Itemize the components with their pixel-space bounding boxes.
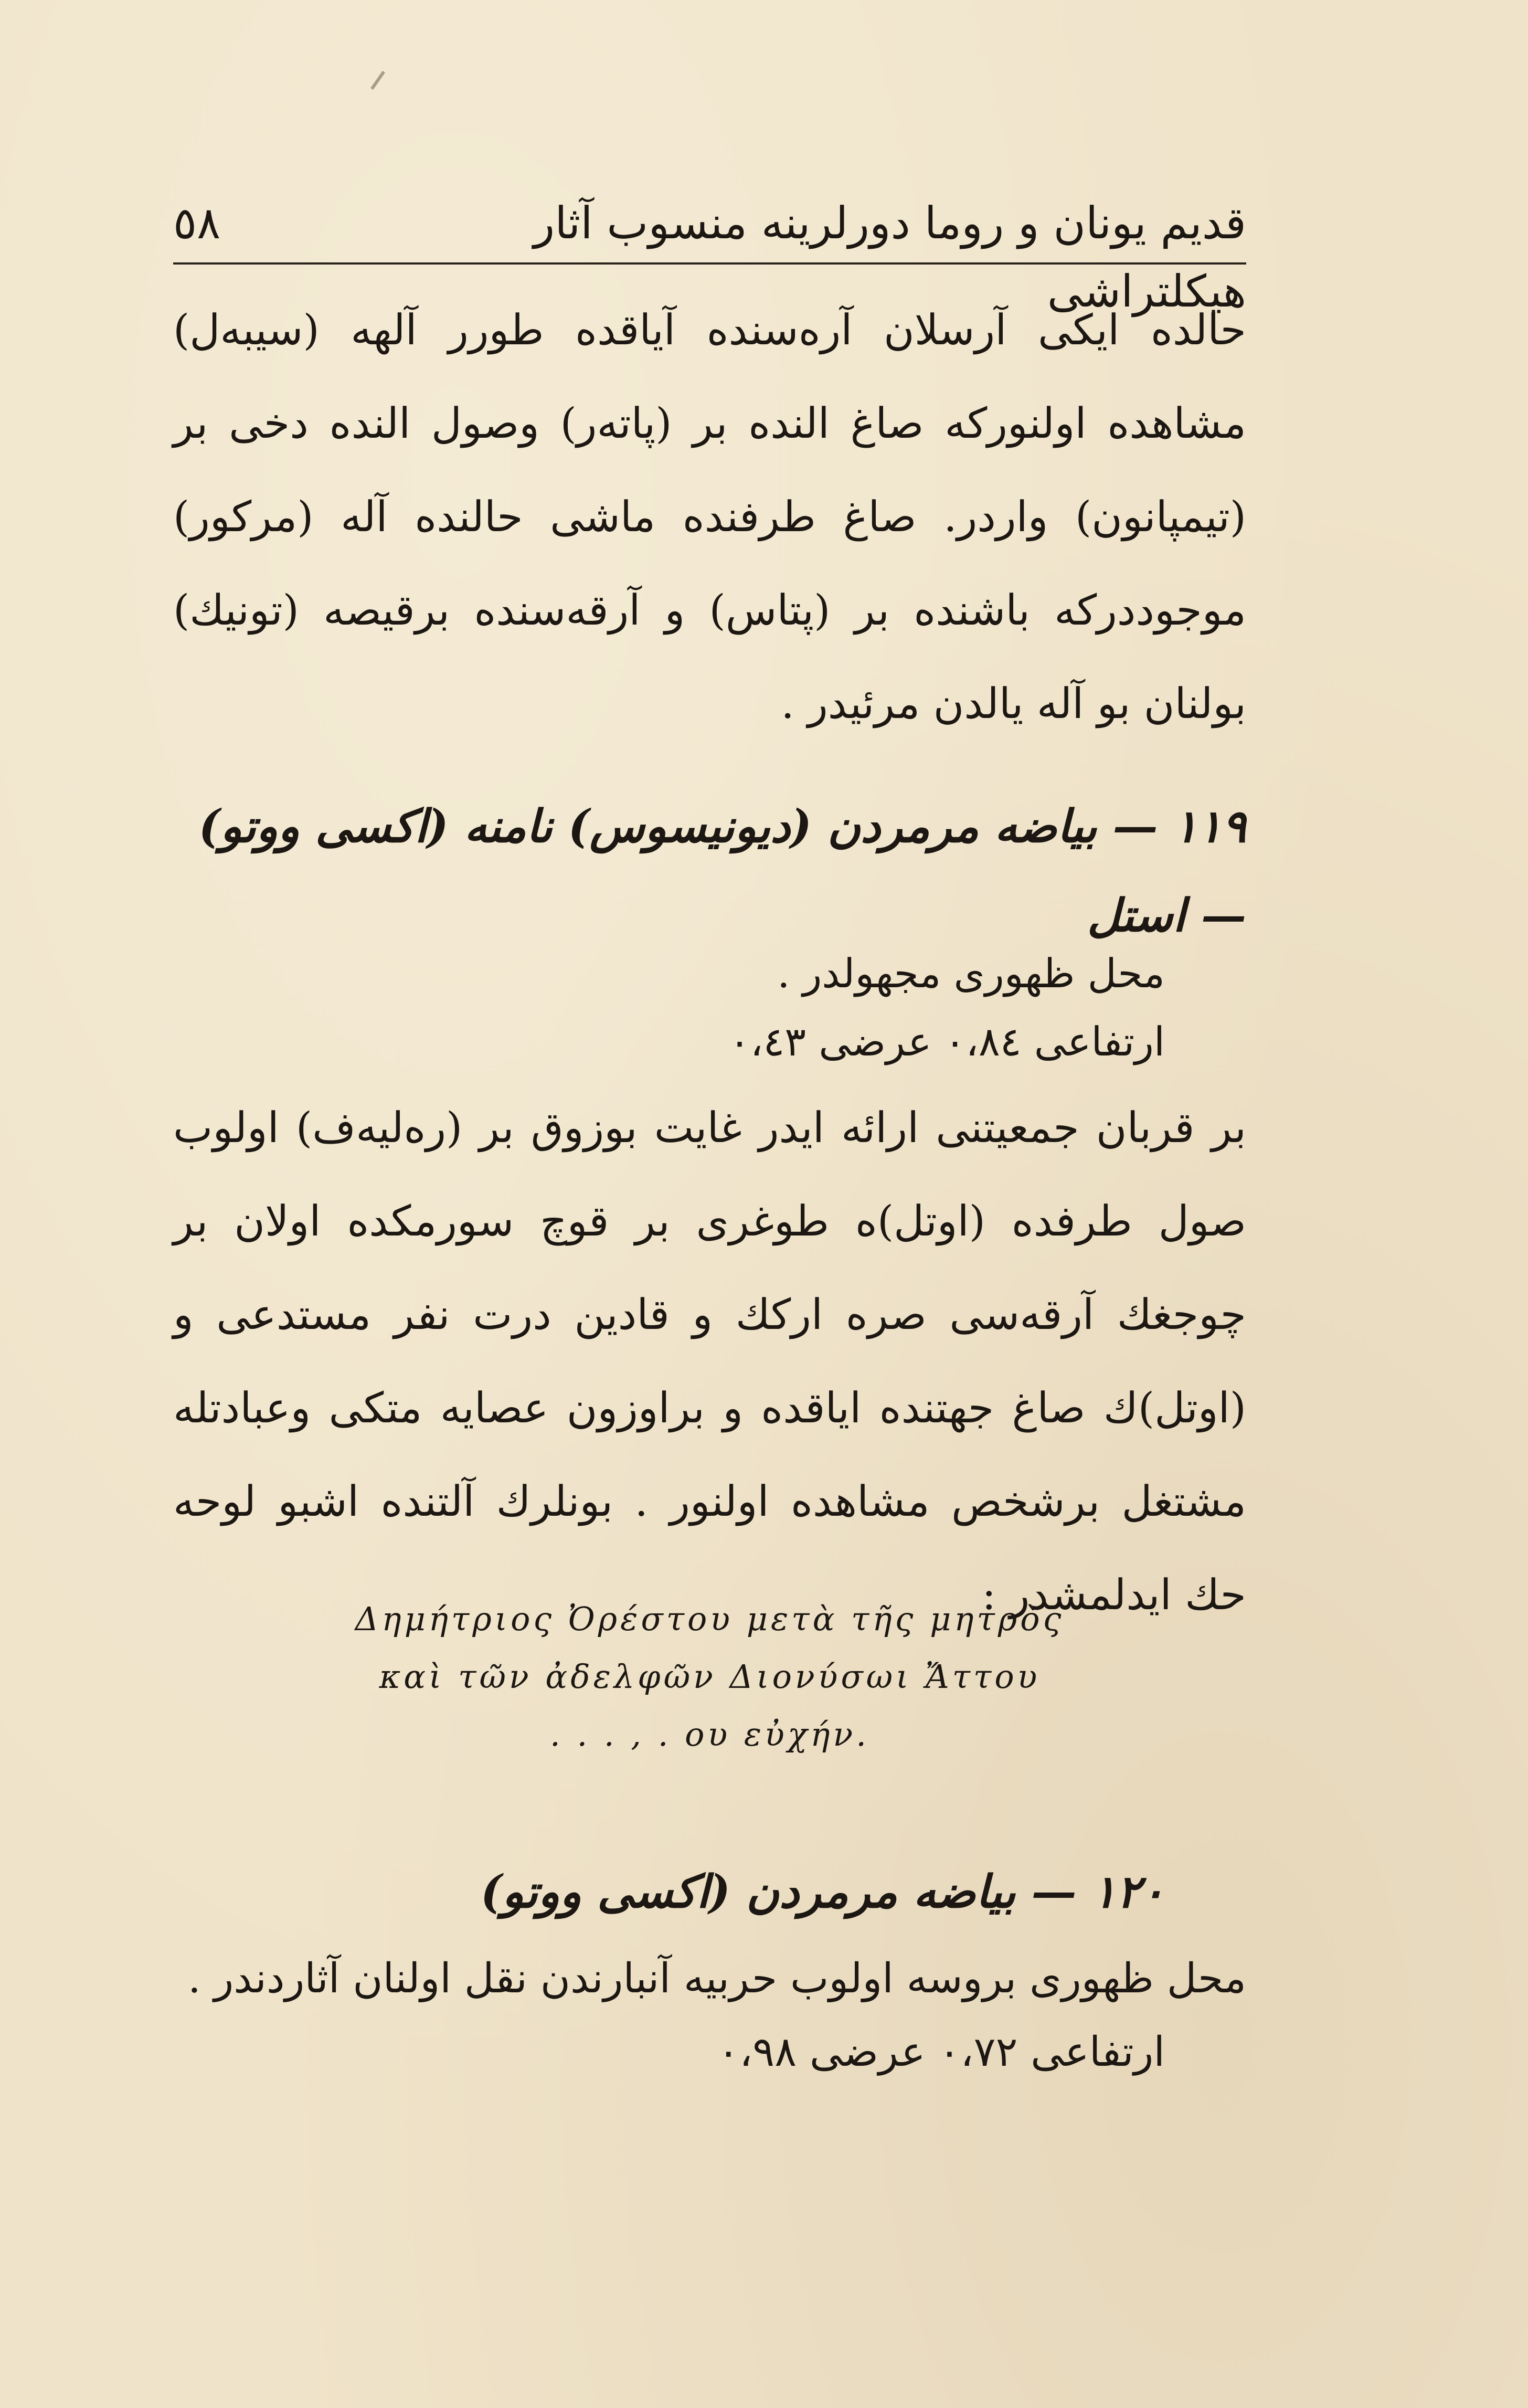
greek-inscription-line: Δημήτριος Ὀρέστου μετὰ τῆς μητρὸς [355, 1600, 1065, 1638]
running-title: قديم يونان و روما دورلرينه منسوب آثار هيكلتراشى [533, 197, 1246, 317]
header-rule [173, 262, 1246, 265]
entry-119-dimensions: ارتفاعى ٠،٨٤ عرضى ٠،٤٣ [729, 1018, 1165, 1065]
entry-120-origin: محل ظهورى بروسه اولوب حربيه آنبارندن نقل اولنان آثاردندر . [188, 1955, 1246, 2002]
entry-120-heading: ١٢٠ — بياضه مرمردن (اكسى ووتو) [480, 1865, 1165, 1918]
entry-119-heading: ١١٩ — بياضه مرمردن (ديونيسوس) نامنه (اكسى ووتو) — استل [198, 800, 1246, 942]
entry-120-dimensions: ارتفاعى ٠،٧٢ عرضى ٠،٩٨ [717, 2029, 1165, 2076]
entry-119-origin: محل ظهورى مجهولدر . [777, 950, 1165, 997]
running-header [173, 189, 1246, 317]
greek-inscription-line: καὶ τῶν ἀδελφῶν Διονύσωι Ἄττου [379, 1657, 1041, 1696]
entry-119-description: بر قربان جمعيتنى ارائه ايدر غايت بوزوق بر (ره‌ليه‌ف) اولوب صول طرفده (اوتل)ه طوغرى بر قوچ سورمكده اولان بر چوجغك آرقه‌سى صره اركك و قادين درت نفر مستدعى و (اوتل)ك صاغ جهتنده اياقده و براوزون عصايه متكى وعبادتله مشتغل برشخص مشاهده اولنور . بونلرك آلتنده اشبو لوحه حك ايدلمشدر : [173, 1103, 1246, 1619]
pencil-mark [370, 71, 385, 90]
page-number: ٥٨ [173, 197, 221, 249]
intro-paragraph: حالده ايكى آرسلان آره‌سنده آياقده طورر آلهه (سيبه‌ل) مشاهده اولنوركه صاغ النده بر (پاته‌ر) وصول النده دخى بر (تيمپانون) واردر. صاغ طرفنده ماشى حالنده آله (مركور) موجوددركه باشنده بر (پتاس) و آرقه‌سنده برقيصه (تونيك) بولنان بو آله يالدن مرئيدر . [173, 305, 1247, 728]
greek-inscription-line: . . . , . ου εὐχήν. [550, 1715, 869, 1754]
